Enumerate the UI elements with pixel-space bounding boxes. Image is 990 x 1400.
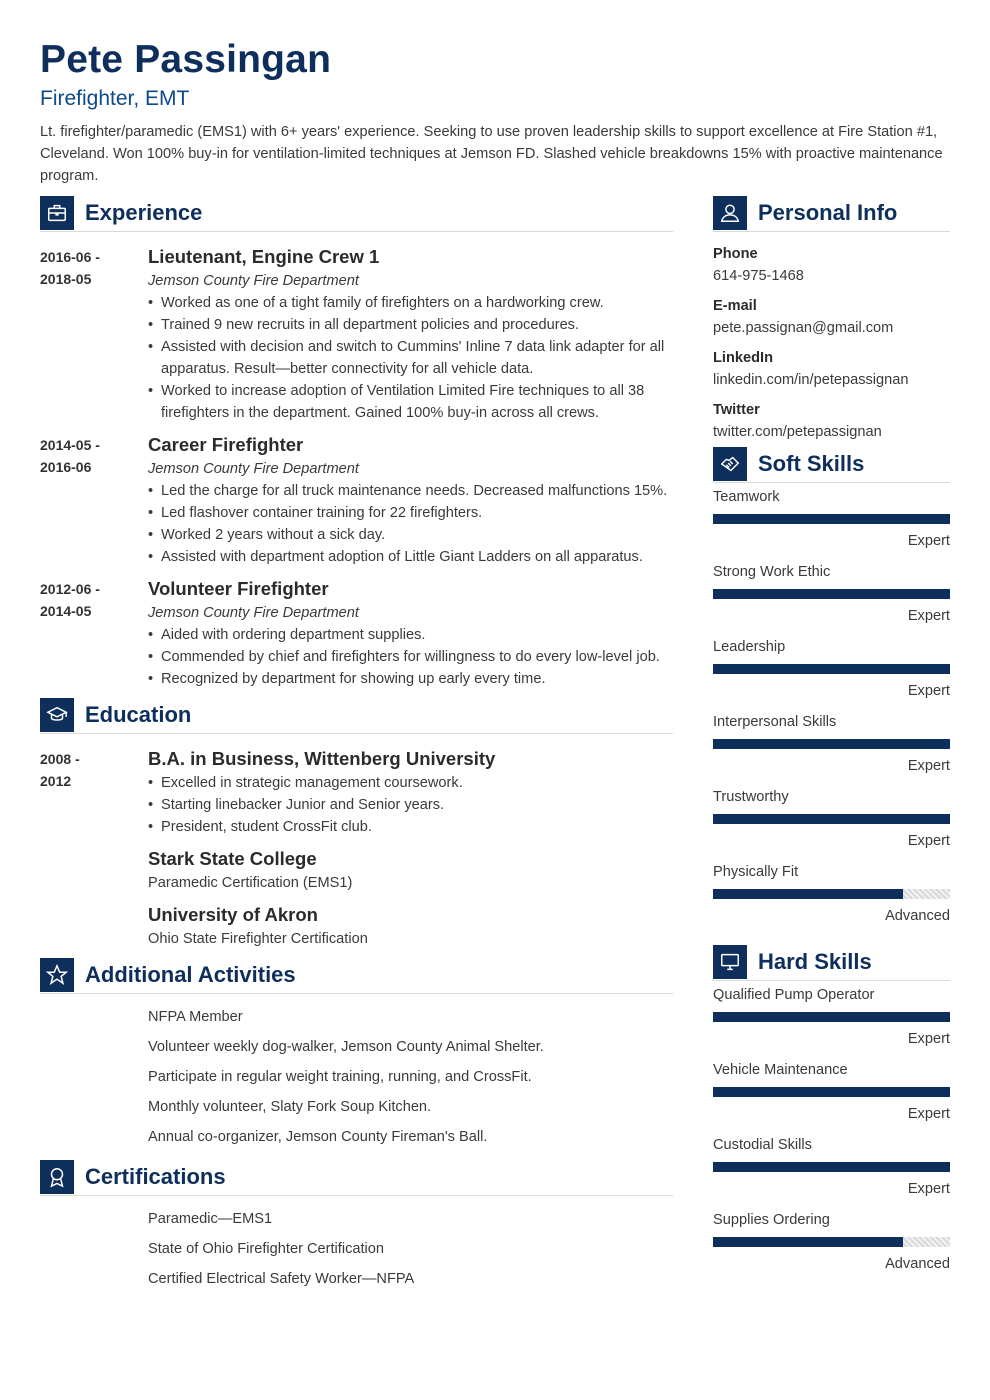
skill-bar (713, 739, 950, 749)
certification-item: State of Ohio Firefighter Certification (148, 1241, 385, 1257)
skill-item (713, 1206, 950, 1281)
skill-bar-fill (713, 514, 950, 524)
experience-header (40, 196, 673, 232)
job-org: Jemson County Fire Department (148, 605, 359, 621)
skill-item (713, 708, 950, 783)
section-title: Hard Skills (758, 949, 872, 974)
entry-body (148, 846, 673, 894)
certifications-header (40, 1160, 673, 1196)
skill-level: Expert (907, 533, 950, 549)
activity-item: Volunteer weekly dog-walker, Jemson County Animal Shelter. (148, 1039, 544, 1055)
skill-level: Expert (907, 833, 950, 849)
date-end: 2012 (40, 773, 72, 789)
email-value[interactable]: pete.passignan@gmail.com (713, 320, 894, 336)
job-title: Volunteer Firefighter (148, 578, 329, 599)
bullet-list (148, 624, 673, 690)
candidate-name: Pete Passingan (40, 38, 332, 81)
certification-item: Certified Electrical Safety Worker—NFPA (148, 1271, 415, 1287)
skill-name: Leadership (713, 639, 786, 655)
skill-level: Expert (907, 683, 950, 699)
skill-item (713, 1056, 950, 1131)
education-entry (40, 902, 673, 950)
job-org: Jemson County Fire Department (148, 461, 359, 477)
skill-item (713, 981, 950, 1056)
skill-bar-fill (713, 739, 950, 749)
skill-bar-fill (713, 1087, 950, 1097)
date-end: 2014-05 (40, 603, 92, 619)
section-title: Soft Skills (758, 451, 865, 476)
skill-name: Teamwork (713, 489, 780, 505)
job-org: Jemson County Fire Department (148, 273, 359, 289)
skill-name: Vehicle Maintenance (713, 1062, 848, 1078)
date-end: 2016-06 (40, 459, 92, 475)
entry-body (148, 746, 673, 838)
section-title: Personal Info (758, 200, 898, 225)
date-start: 2016-06 - (40, 249, 100, 265)
skill-name: Strong Work Ethic (713, 564, 831, 580)
education-entry (40, 846, 673, 894)
bullet-list (148, 772, 673, 838)
school-sub: Paramedic Certification (EMS1) (148, 875, 353, 891)
experience-entry (40, 432, 673, 568)
skill-bar (713, 889, 950, 899)
section-title: Education (85, 702, 192, 727)
skill-name: Interpersonal Skills (713, 714, 837, 730)
entry-body (148, 432, 673, 568)
section-title: Additional Activities (85, 962, 296, 987)
hard-skills-header (713, 945, 950, 981)
experience-entry (40, 576, 673, 690)
section-title: Experience (85, 200, 203, 225)
briefcase-icon (40, 196, 74, 230)
skill-bar-fill (713, 889, 903, 899)
skill-name: Trustworthy (713, 789, 789, 805)
skill-item (713, 483, 950, 558)
skill-name: Physically Fit (713, 864, 799, 880)
skill-bar-fill (713, 1162, 950, 1172)
bullet-item: • Trained 9 new recruits in all department policies and procedures. (148, 314, 673, 336)
activity-item: NFPA Member (148, 1009, 243, 1025)
bullet-item: • Assisted with department adoption of Little Giant Ladders on all apparatus. (148, 546, 673, 568)
phone-label: Phone (713, 246, 758, 262)
skill-bar (713, 589, 950, 599)
skill-level: Advanced (885, 1256, 950, 1272)
certification-item: Paramedic—EMS1 (148, 1211, 273, 1227)
activity-item: Monthly volunteer, Slaty Fork Soup Kitchen. (148, 1099, 432, 1115)
education-entry (40, 746, 673, 838)
skill-item (713, 783, 950, 858)
job-title: Lieutenant, Engine Crew 1 (148, 246, 380, 267)
skill-bar (713, 664, 950, 674)
bullet-item: • Led flashover container training for 22 firefighters. (148, 502, 673, 524)
education-list (40, 746, 673, 950)
education-header (40, 698, 673, 734)
bullet-item: • President, student CrossFit club. (148, 816, 673, 838)
skill-item (713, 558, 950, 633)
entry-body (148, 244, 673, 424)
bullet-item: • Commended by chief and firefighters for willingness to do every low-level job. (148, 646, 673, 668)
bullet-item: • Worked as one of a tight family of firefighters on a hardworking crew. (148, 292, 673, 314)
award-icon (40, 1160, 74, 1194)
activities-header (40, 958, 673, 994)
activity-item: Annual co-organizer, Jemson County Fireman's Ball. (148, 1129, 488, 1145)
soft-skills-list (713, 483, 950, 933)
candidate-title: Firefighter, EMT (40, 87, 190, 110)
entry-date (40, 578, 140, 622)
skill-bar (713, 1087, 950, 1097)
skill-name: Custodial Skills (713, 1137, 812, 1153)
entry-body (148, 902, 673, 950)
personal-info (713, 243, 950, 443)
bullet-item: • Led the charge for all truck maintenance needs. Decreased malfunctions 15%. (148, 480, 673, 502)
skill-level: Expert (907, 608, 950, 624)
activity-item: Participate in regular weight training, running, and CrossFit. (148, 1069, 532, 1085)
school-sub: Ohio State Firefighter Certification (148, 931, 368, 947)
right-column (713, 196, 950, 1281)
skill-level: Advanced (885, 908, 950, 924)
phone-value: 614-975-1468 (713, 268, 804, 284)
skill-bar-fill (713, 1012, 950, 1022)
skill-name: Supplies Ordering (713, 1212, 830, 1228)
bullet-item: • Worked to increase adoption of Ventilation Limited Fire techniques to all 38 firefighters in the department. Gained 100% buy-in across all crews. (148, 380, 673, 424)
skill-item (713, 1131, 950, 1206)
linkedin-label: LinkedIn (713, 350, 773, 366)
experience-entry (40, 244, 673, 424)
job-title: Career Firefighter (148, 434, 304, 455)
date-start: 2014-05 - (40, 437, 100, 453)
email-label: E-mail (713, 298, 757, 314)
date-end: 2018-05 (40, 271, 92, 287)
entry-body (148, 576, 673, 690)
left-column (40, 196, 673, 1294)
skill-bar (713, 1237, 950, 1247)
school-title: B.A. in Business, Wittenberg University (148, 748, 496, 769)
handshake-icon (713, 447, 747, 481)
entry-date (40, 748, 140, 792)
summary: Lt. firefighter/paramedic (EMS1) with 6+ years' experience. Seeking to use proven leadership skills to support excellence at Fire Station #1, Cleveland. Won 100% buy-in for ventilation-limited techniques at Jemson FD. Slashed vehicle breakdowns 15% with proactive maintenance program. (40, 124, 943, 184)
school-title: University of Akron (148, 904, 318, 925)
skill-name: Qualified Pump Operator (713, 987, 875, 1003)
soft-skills-header (713, 447, 950, 483)
skill-item (713, 858, 950, 933)
user-icon (713, 196, 747, 230)
certifications-list (148, 1204, 673, 1294)
bullet-item: • Assisted with decision and switch to Cummins' Inline 7 data link adapter for all apparatus. Result—better connectivity for all vehicle data. (148, 336, 673, 380)
date-start: 2012-06 - (40, 581, 100, 597)
bullet-item: • Worked 2 years without a sick day. (148, 524, 673, 546)
skill-bar-fill (713, 814, 950, 824)
skill-bar-fill (713, 589, 950, 599)
twitter-value[interactable]: twitter.com/petepassignan (713, 424, 882, 440)
experience-list (40, 244, 673, 690)
school-title: Stark State College (148, 848, 317, 869)
skill-level: Expert (907, 1181, 950, 1197)
bullet-list (148, 292, 673, 424)
bullet-item: • Starting linebacker Junior and Senior years. (148, 794, 673, 816)
bullet-item: • Excelled in strategic management coursework. (148, 772, 673, 794)
section-title: Certifications (85, 1164, 226, 1189)
skill-level: Expert (907, 1031, 950, 1047)
activities-list (148, 1002, 673, 1152)
linkedin-value[interactable]: linkedin.com/in/petepassignan (713, 372, 909, 388)
star-icon (40, 958, 74, 992)
personal-info-header (713, 196, 950, 232)
twitter-label: Twitter (713, 402, 760, 418)
entry-date (40, 246, 140, 290)
date-start: 2008 - (40, 751, 80, 767)
skill-level: Expert (907, 1106, 950, 1122)
skill-bar (713, 514, 950, 524)
hard-skills-list (713, 981, 950, 1281)
bullet-list (148, 480, 673, 568)
skill-item (713, 633, 950, 708)
skill-level: Expert (907, 758, 950, 774)
graduation-cap-icon (40, 698, 74, 732)
entry-date (40, 434, 140, 478)
skill-bar (713, 1162, 950, 1172)
skill-bar (713, 814, 950, 824)
skill-bar-fill (713, 1237, 903, 1247)
monitor-icon (713, 945, 747, 979)
bullet-item: • Aided with ordering department supplies. (148, 624, 673, 646)
bullet-item: • Recognized by department for showing up early every time. (148, 668, 673, 690)
skill-bar (713, 1012, 950, 1022)
skill-bar-fill (713, 664, 950, 674)
